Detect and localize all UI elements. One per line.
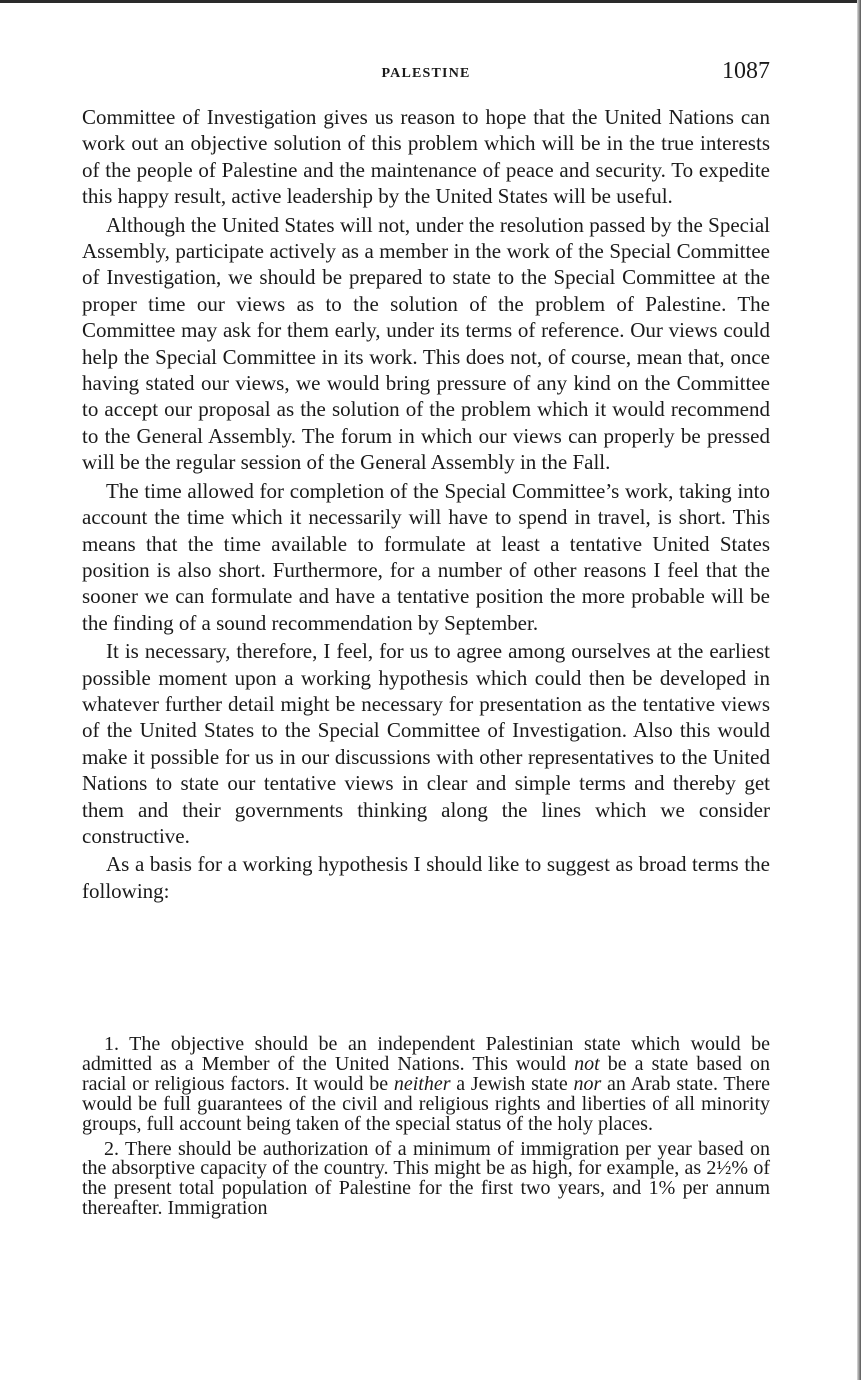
list-item-1-text-c: be a state based on racial or religious factors. It would be — [82, 1052, 770, 1095]
running-head: PALESTINE — [381, 66, 471, 81]
paragraph-1: Committee of Investigation gives us reason to hope that the United Nations can work out an objective solution of this problem which will be in the true interests of the people of Palestine and the maintenance of peace and security. To expedite this happy result, active leadership by the United States will be useful. — [82, 105, 770, 209]
page-top-edge — [0, 0, 861, 3]
list-item-1-text-e: a Jewish state — [450, 1072, 574, 1095]
paragraph-2: Although the United States will not, under the resolution passed by the Special Assembly, participate actively as a member in the work of the Special Committee of Investigation, we should be prepared to state to the Special Committee at the proper time our views as to the solution of the problem of Palestine. The Committee may ask for them early, under its terms of reference. Our views could help the Special Committee in its work. This does not, of course, mean that, once having stated our views, we would bring pressure of any kind on the Committee to accept our proposal as the solution of the problem which it would recommend to the General Assembly. The forum in which our views can properly be pressed will be the regular session of the General Assembly in the Fall. — [82, 212, 770, 475]
emphasis-not: not — [574, 1052, 600, 1075]
list-item-1 — [82, 1035, 770, 1135]
body-text — [82, 104, 770, 904]
list-item-2: 2. There should be authorization of a minimum of immigration per year based on the absorptive capacity of the country. This might be as high, for example, as 2½% of the present total population of Palestine for the first two years, and 1% per annum thereafter. Immigration — [82, 1137, 770, 1220]
page-number: 1087 — [722, 58, 770, 84]
page-right-edge — [857, 0, 861, 1380]
list-item-1-text-g: an Arab state. There would be full guarantees of the civil and religious rights and liberties of all minority groups, full account being taken of the special status of the holy places. — [82, 1072, 770, 1135]
emphasis-neither: neither — [393, 1072, 451, 1095]
list-item-1-text-a: 1. The objective should be an independent Palestinian state which would be admitted as a Member of the United Nations. This would — [82, 1033, 770, 1075]
numbered-list — [82, 1035, 770, 1219]
paragraph-5: As a basis for a working hypothesis I should like to suggest as broad terms the following: — [82, 852, 770, 903]
page-header — [82, 58, 770, 92]
paragraph-4: It is necessary, therefore, I feel, for us to agree among ourselves at the earliest possible moment upon a working hypothesis which could then be developed in whatever further detail might be necessary for presentation as the tentative views of the United States to the Special Committee of Investigation. Also this would make it possible for us in our discussions with other representatives to the United Nations to state our tentative views in clear and simple terms and thereby get them and their governments thinking along the lines which we consider constructive. — [82, 639, 770, 848]
emphasis-nor: nor — [573, 1072, 602, 1095]
paragraph-3: The time allowed for completion of the Special Committee’s work, taking into account the time which it necessarily will have to spend in travel, is short. This means that the time available to formulate at least a tentative United States position is also short. Furthermore, for a number of other reasons I feel that the sooner we can formulate and have a tentative position the more probable will be the finding of a sound recommendation by September. — [82, 478, 770, 635]
